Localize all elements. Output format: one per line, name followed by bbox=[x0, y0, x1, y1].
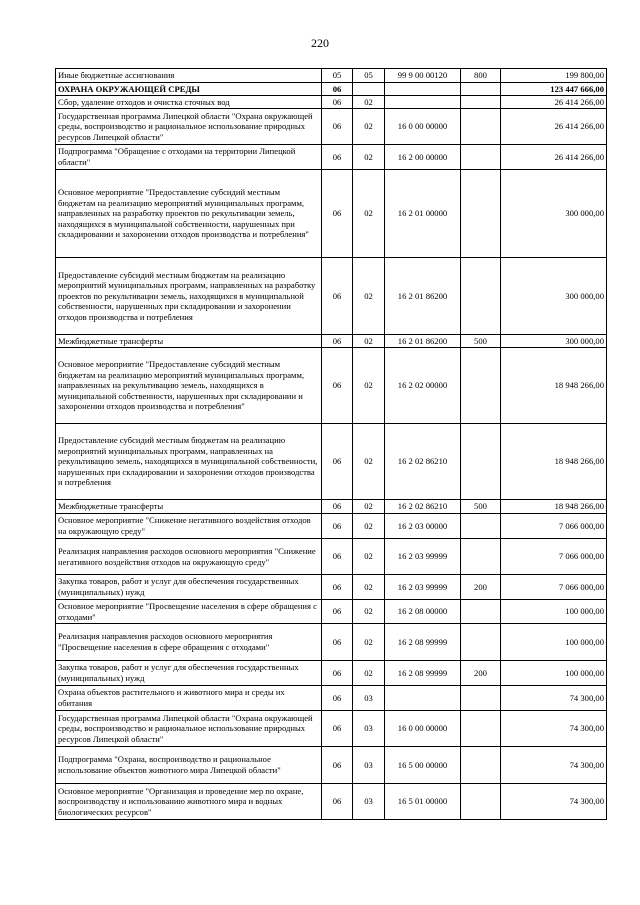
section-code-cell: 06 bbox=[322, 348, 353, 424]
table-row bbox=[56, 784, 607, 820]
table-row bbox=[56, 600, 607, 624]
target-article-cell: 16 2 00 00000 bbox=[385, 145, 461, 170]
item-name-cell: Основное мероприятие "Предоставление субсидий местным бюджетам на реализацию мероприятий муниципальных программ, направленных на рекультивацию земель, находящихся в муниципальной собственности, нарушенных при складировании и захоронении отходов производства и потребления" bbox=[56, 348, 322, 424]
table-row bbox=[56, 539, 607, 575]
subsection-code-cell bbox=[353, 83, 385, 96]
target-article-cell bbox=[385, 686, 461, 711]
expense-type-cell bbox=[461, 145, 501, 170]
amount-cell: 26 414 266,00 bbox=[501, 145, 607, 170]
expense-type-cell: 800 bbox=[461, 69, 501, 83]
amount-cell: 300 000,00 bbox=[501, 335, 607, 348]
expense-type-cell: 200 bbox=[461, 575, 501, 600]
expense-type-cell: 500 bbox=[461, 500, 501, 514]
subsection-code-cell: 02 bbox=[353, 335, 385, 348]
expense-type-cell bbox=[461, 109, 501, 145]
subsection-code-cell: 02 bbox=[353, 600, 385, 624]
item-name-cell: Основное мероприятие "Предоставление субсидий местным бюджетам на реализацию мероприятий муниципальных программ, направленных на разработку проектов по рекультивации земель, находящихся в муниципальной собственности, нарушенных при складировании и захоронении отходов производства и потребления" bbox=[56, 170, 322, 258]
table-row bbox=[56, 686, 607, 711]
amount-cell: 74 300,00 bbox=[501, 711, 607, 747]
expense-type-cell bbox=[461, 348, 501, 424]
amount-cell: 199 800,00 bbox=[501, 69, 607, 83]
section-code-cell: 06 bbox=[322, 109, 353, 145]
section-code-cell: 06 bbox=[322, 83, 353, 96]
table-row bbox=[56, 109, 607, 145]
target-article-cell: 16 2 01 00000 bbox=[385, 170, 461, 258]
target-article-cell: 99 9 00 00120 bbox=[385, 69, 461, 83]
expense-type-cell: 200 bbox=[461, 661, 501, 686]
table-row bbox=[56, 575, 607, 600]
table-row bbox=[56, 500, 607, 514]
item-name-cell: Основное мероприятие "Организация и проведение мер по охране, воспроизводству и использованию животного мира и водных биологических ресурсов" bbox=[56, 784, 322, 820]
item-name-cell: Сбор, удаление отходов и очистка сточных вод bbox=[56, 96, 322, 109]
item-name-cell: Предоставление субсидий местным бюджетам на реализацию мероприятий муниципальных программ, направленных на разработку проектов по рекультивации земель, находящихся в муниципальной собственности, нарушенных при складировании и захоронении отходов производства и потребления bbox=[56, 258, 322, 335]
target-article-cell: 16 2 02 86210 bbox=[385, 500, 461, 514]
target-article-cell: 16 2 02 86210 bbox=[385, 424, 461, 500]
target-article-cell bbox=[385, 96, 461, 109]
section-code-cell: 06 bbox=[322, 258, 353, 335]
section-code-cell: 06 bbox=[322, 96, 353, 109]
section-code-cell: 06 bbox=[322, 514, 353, 539]
expense-type-cell bbox=[461, 96, 501, 109]
table-row bbox=[56, 747, 607, 784]
subsection-code-cell: 02 bbox=[353, 348, 385, 424]
expense-type-cell bbox=[461, 424, 501, 500]
amount-cell: 100 000,00 bbox=[501, 624, 607, 661]
subsection-code-cell: 02 bbox=[353, 539, 385, 575]
table-row bbox=[56, 424, 607, 500]
target-article-cell: 16 2 01 86200 bbox=[385, 335, 461, 348]
subsection-code-cell: 02 bbox=[353, 109, 385, 145]
table-row bbox=[56, 514, 607, 539]
item-name-cell: Межбюджетные трансферты bbox=[56, 500, 322, 514]
table-row bbox=[56, 69, 607, 83]
amount-cell: 18 948 266,00 bbox=[501, 424, 607, 500]
expense-type-cell bbox=[461, 711, 501, 747]
amount-cell: 7 066 000,00 bbox=[501, 539, 607, 575]
expense-type-cell bbox=[461, 747, 501, 784]
target-article-cell: 16 2 08 00000 bbox=[385, 600, 461, 624]
subsection-code-cell: 02 bbox=[353, 514, 385, 539]
expense-type-cell bbox=[461, 539, 501, 575]
amount-cell: 300 000,00 bbox=[501, 258, 607, 335]
table-row bbox=[56, 348, 607, 424]
item-name-cell: Охрана объектов растительного и животного мира и среды их обитания bbox=[56, 686, 322, 711]
section-code-cell: 06 bbox=[322, 424, 353, 500]
target-article-cell: 16 2 08 99999 bbox=[385, 661, 461, 686]
subsection-code-cell: 02 bbox=[353, 575, 385, 600]
subsection-code-cell: 05 bbox=[353, 69, 385, 83]
subsection-code-cell: 03 bbox=[353, 686, 385, 711]
item-name-cell: Иные бюджетные ассигнования bbox=[56, 69, 322, 83]
target-article-cell: 16 2 02 00000 bbox=[385, 348, 461, 424]
item-name-cell: Закупка товаров, работ и услуг для обеспечения государственных (муниципальных) нужд bbox=[56, 661, 322, 686]
target-article-cell: 16 5 01 00000 bbox=[385, 784, 461, 820]
target-article-cell: 16 2 01 86200 bbox=[385, 258, 461, 335]
amount-cell: 74 300,00 bbox=[501, 686, 607, 711]
table-row bbox=[56, 624, 607, 661]
budget-table-body bbox=[56, 69, 607, 820]
amount-cell: 100 000,00 bbox=[501, 661, 607, 686]
section-code-cell: 06 bbox=[322, 747, 353, 784]
amount-cell: 18 948 266,00 bbox=[501, 500, 607, 514]
table-row bbox=[56, 258, 607, 335]
expense-type-cell bbox=[461, 624, 501, 661]
item-name-cell: Подпрограмма "Обращение с отходами на территории Липецкой области" bbox=[56, 145, 322, 170]
amount-cell: 100 000,00 bbox=[501, 600, 607, 624]
section-code-cell: 06 bbox=[322, 500, 353, 514]
subsection-code-cell: 02 bbox=[353, 424, 385, 500]
subsection-code-cell: 03 bbox=[353, 747, 385, 784]
target-article-cell: 16 2 03 99999 bbox=[385, 575, 461, 600]
section-code-cell: 06 bbox=[322, 170, 353, 258]
item-name-cell: Предоставление субсидий местным бюджетам на реализацию мероприятий муниципальных программ, направленных на рекультивацию земель, находящихся в муниципальной собственности, нарушенных при складировании и захоронении отходов производства и потребления bbox=[56, 424, 322, 500]
table-row bbox=[56, 96, 607, 109]
item-name-cell: Основное мероприятие "Просвещение населения в сфере обращения с отходами" bbox=[56, 600, 322, 624]
section-code-cell: 06 bbox=[322, 784, 353, 820]
amount-cell: 18 948 266,00 bbox=[501, 348, 607, 424]
expense-type-cell bbox=[461, 170, 501, 258]
item-name-cell: Подпрограмма "Охрана, воспроизводство и рациональное использование объектов животного мира Липецкой области" bbox=[56, 747, 322, 784]
table-row bbox=[56, 170, 607, 258]
expense-type-cell bbox=[461, 514, 501, 539]
section-code-cell: 06 bbox=[322, 335, 353, 348]
budget-table bbox=[55, 68, 607, 820]
item-name-cell: Реализация направления расходов основного мероприятия "Снижение негативного воздействия отходов на окружающую среду" bbox=[56, 539, 322, 575]
amount-cell: 74 300,00 bbox=[501, 747, 607, 784]
amount-cell: 74 300,00 bbox=[501, 784, 607, 820]
expense-type-cell bbox=[461, 600, 501, 624]
amount-cell: 123 447 666,00 bbox=[501, 83, 607, 96]
table-row bbox=[56, 83, 607, 96]
section-code-cell: 05 bbox=[322, 69, 353, 83]
subsection-code-cell: 02 bbox=[353, 96, 385, 109]
expense-type-cell bbox=[461, 686, 501, 711]
amount-cell: 300 000,00 bbox=[501, 170, 607, 258]
subsection-code-cell: 02 bbox=[353, 170, 385, 258]
subsection-code-cell: 02 bbox=[353, 258, 385, 335]
section-code-cell: 06 bbox=[322, 624, 353, 661]
target-article-cell: 16 2 08 99999 bbox=[385, 624, 461, 661]
expense-type-cell: 500 bbox=[461, 335, 501, 348]
section-code-cell: 06 bbox=[322, 539, 353, 575]
subsection-code-cell: 03 bbox=[353, 784, 385, 820]
target-article-cell bbox=[385, 83, 461, 96]
expense-type-cell bbox=[461, 83, 501, 96]
subsection-code-cell: 03 bbox=[353, 711, 385, 747]
item-name-cell: Государственная программа Липецкой области "Охрана окружающей среды, воспроизводство и рациональное использование природных ресурсов Липецкой области" bbox=[56, 711, 322, 747]
target-article-cell: 16 2 03 00000 bbox=[385, 514, 461, 539]
target-article-cell: 16 2 03 99999 bbox=[385, 539, 461, 575]
target-article-cell: 16 0 00 00000 bbox=[385, 109, 461, 145]
amount-cell: 7 066 000,00 bbox=[501, 575, 607, 600]
item-name-cell: Межбюджетные трансферты bbox=[56, 335, 322, 348]
amount-cell: 26 414 266,00 bbox=[501, 109, 607, 145]
target-article-cell: 16 5 00 00000 bbox=[385, 747, 461, 784]
section-code-cell: 06 bbox=[322, 661, 353, 686]
table-row bbox=[56, 711, 607, 747]
table-row bbox=[56, 661, 607, 686]
table-row bbox=[56, 335, 607, 348]
subsection-code-cell: 02 bbox=[353, 624, 385, 661]
table-row bbox=[56, 145, 607, 170]
section-code-cell: 06 bbox=[322, 600, 353, 624]
subsection-code-cell: 02 bbox=[353, 661, 385, 686]
target-article-cell: 16 0 00 00000 bbox=[385, 711, 461, 747]
section-code-cell: 06 bbox=[322, 575, 353, 600]
item-name-cell: ОХРАНА ОКРУЖАЮЩЕЙ СРЕДЫ bbox=[56, 83, 322, 96]
section-code-cell: 06 bbox=[322, 145, 353, 170]
page-number: 220 bbox=[311, 36, 329, 50]
section-code-cell: 06 bbox=[322, 711, 353, 747]
expense-type-cell bbox=[461, 784, 501, 820]
item-name-cell: Закупка товаров, работ и услуг для обеспечения государственных (муниципальных) нужд bbox=[56, 575, 322, 600]
subsection-code-cell: 02 bbox=[353, 145, 385, 170]
expense-type-cell bbox=[461, 258, 501, 335]
section-code-cell: 06 bbox=[322, 686, 353, 711]
amount-cell: 7 066 000,00 bbox=[501, 514, 607, 539]
subsection-code-cell: 02 bbox=[353, 500, 385, 514]
item-name-cell: Основное мероприятие "Снижение негативного воздействия отходов на окружающую среду" bbox=[56, 514, 322, 539]
item-name-cell: Государственная программа Липецкой области "Охрана окружающей среды, воспроизводство и рациональное использование природных ресурсов Липецкой области" bbox=[56, 109, 322, 145]
amount-cell: 26 414 266,00 bbox=[501, 96, 607, 109]
item-name-cell: Реализация направления расходов основного мероприятия "Просвещение населения в сфере обращения с отходами" bbox=[56, 624, 322, 661]
